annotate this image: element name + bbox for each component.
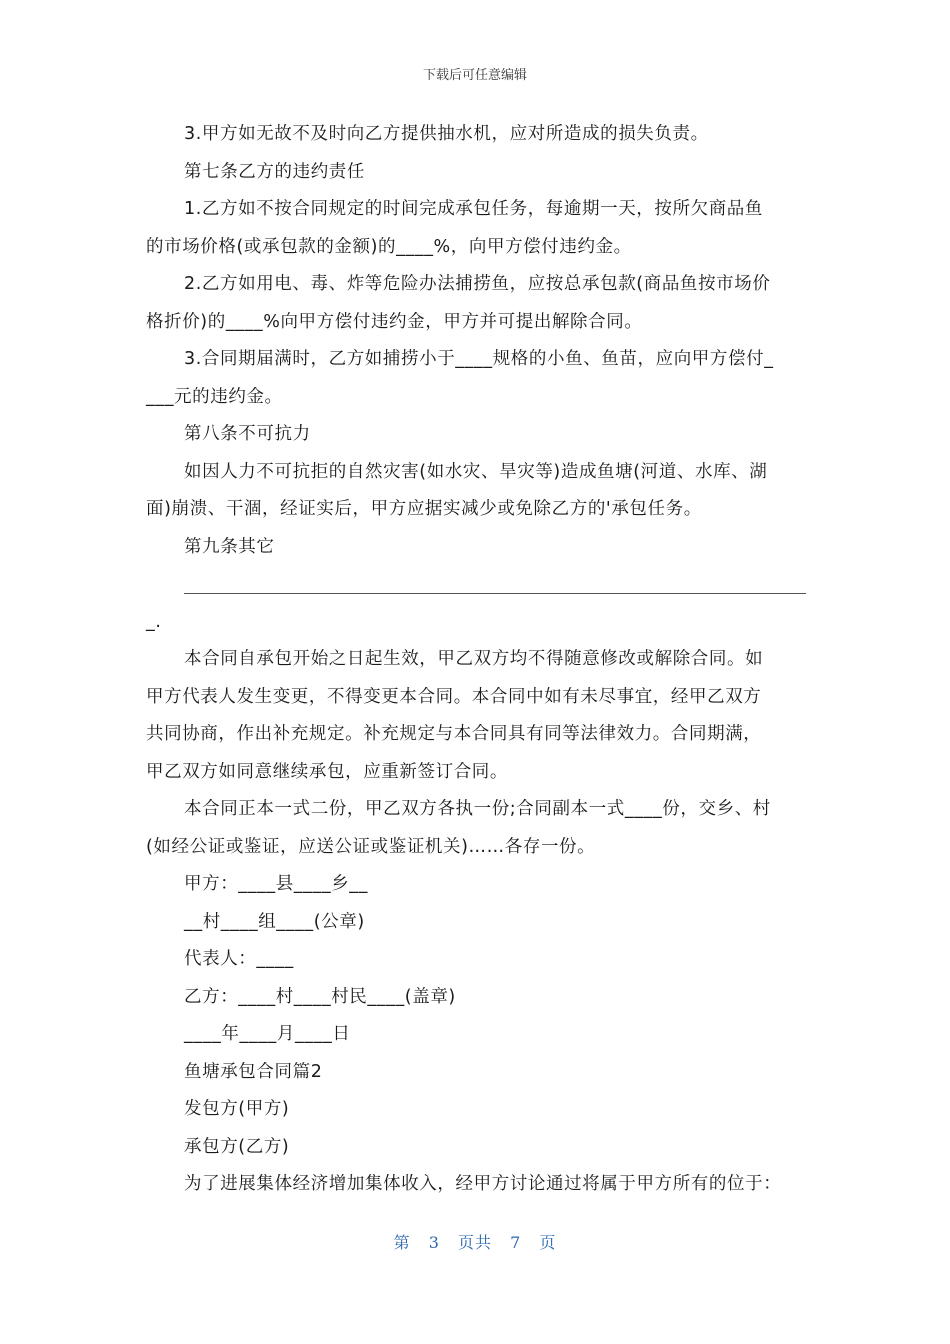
paragraph-line: 格折价)的____%向甲方偿付违约金，甲方并可提出解除合同。: [146, 311, 643, 332]
paragraph-line: 3.合同期届满时，乙方如捕捞小于____规格的小鱼、鱼苗，应向甲方偿付_: [184, 349, 774, 369]
section-heading: 鱼塘承包合同篇2: [184, 1061, 323, 1082]
paragraph-line: 面)崩溃、干涸，经证实后，甲方应据实减少或免除乙方的'承包任务。: [146, 499, 702, 519]
paragraph-line: 如因人力不可抗拒的自然灾害(如水灾、旱灾等)造成鱼塘(河道、水库、湖: [184, 461, 768, 482]
section-heading: 第八条不可抗力: [184, 424, 311, 444]
paragraph-line: 甲乙双方如同意继续承包，应重新签订合同。: [146, 761, 508, 782]
paragraph-line: 本合同正本一式二份，甲乙双方各执一份;合同副本一式____份，交乡、村: [184, 799, 771, 819]
section-heading: 第九条其它: [184, 536, 275, 557]
paragraph-line: 发包方(甲方): [184, 1099, 290, 1119]
page-header: 下载后可任意编辑: [422, 68, 527, 83]
paragraph-line: 本合同自承包开始之日起生效，甲乙双方均不得随意修改或解除合同。如: [184, 649, 764, 669]
paragraph-line: 2.乙方如用电、毒、炸等危险办法捕捞鱼，应按总承包款(商品鱼按市场价: [184, 274, 771, 294]
signature-line: 甲方：____县____乡__: [184, 874, 368, 894]
paragraph-line: 1.乙方如不按合同规定的时间完成承包任务，每逾期一天，按所欠商品鱼: [184, 199, 763, 219]
paragraph-line: 为了进展集体经济增加集体收入，经甲方讨论通过将属于甲方所有的位于：: [184, 1174, 782, 1194]
page-footer: [0, 1230, 950, 1253]
paragraph-line: 的市场价格(或承包款的金额)的____%，向甲方偿付违约金。: [146, 236, 632, 257]
signature-line: 代表人：____: [184, 949, 294, 969]
paragraph-line: 共同协商，作出补充规定。补充规定与本合同具有同等法律效力。合同期满，: [146, 724, 762, 744]
document-body: [146, 116, 806, 1204]
page-label: 页: [539, 1233, 557, 1252]
date-line: ____年____月____日: [184, 1024, 351, 1044]
signature-line: 乙方：____村____村民____(盖章): [184, 986, 456, 1007]
current-page-number: 3: [428, 1233, 440, 1252]
paragraph-line: 3.甲方如无故不及时向乙方提供抽水机，应对所造成的损失负责。: [184, 124, 709, 144]
paragraph-line: 甲方代表人发生变更，不得变更本合同。本合同中如有未尽事宜，经甲乙双方: [146, 686, 762, 707]
paragraph-line: (如经公证或鉴证，应送公证或鉴证机关)……各存一份。: [146, 836, 596, 857]
blank-fill-line: [146, 566, 806, 604]
total-pages-number: 7: [510, 1233, 522, 1252]
signature-line: __村____组____(公章): [184, 911, 365, 932]
paragraph-line: 承包方(乙方): [184, 1136, 290, 1157]
underline-rule: [184, 593, 806, 594]
paragraph-line: ___元的违约金。: [146, 386, 283, 407]
page-label: 页共: [457, 1233, 492, 1252]
section-heading: 第七条乙方的违约责任: [184, 161, 365, 182]
page-label: 第: [393, 1233, 411, 1252]
paragraph-line: _.: [146, 611, 162, 632]
